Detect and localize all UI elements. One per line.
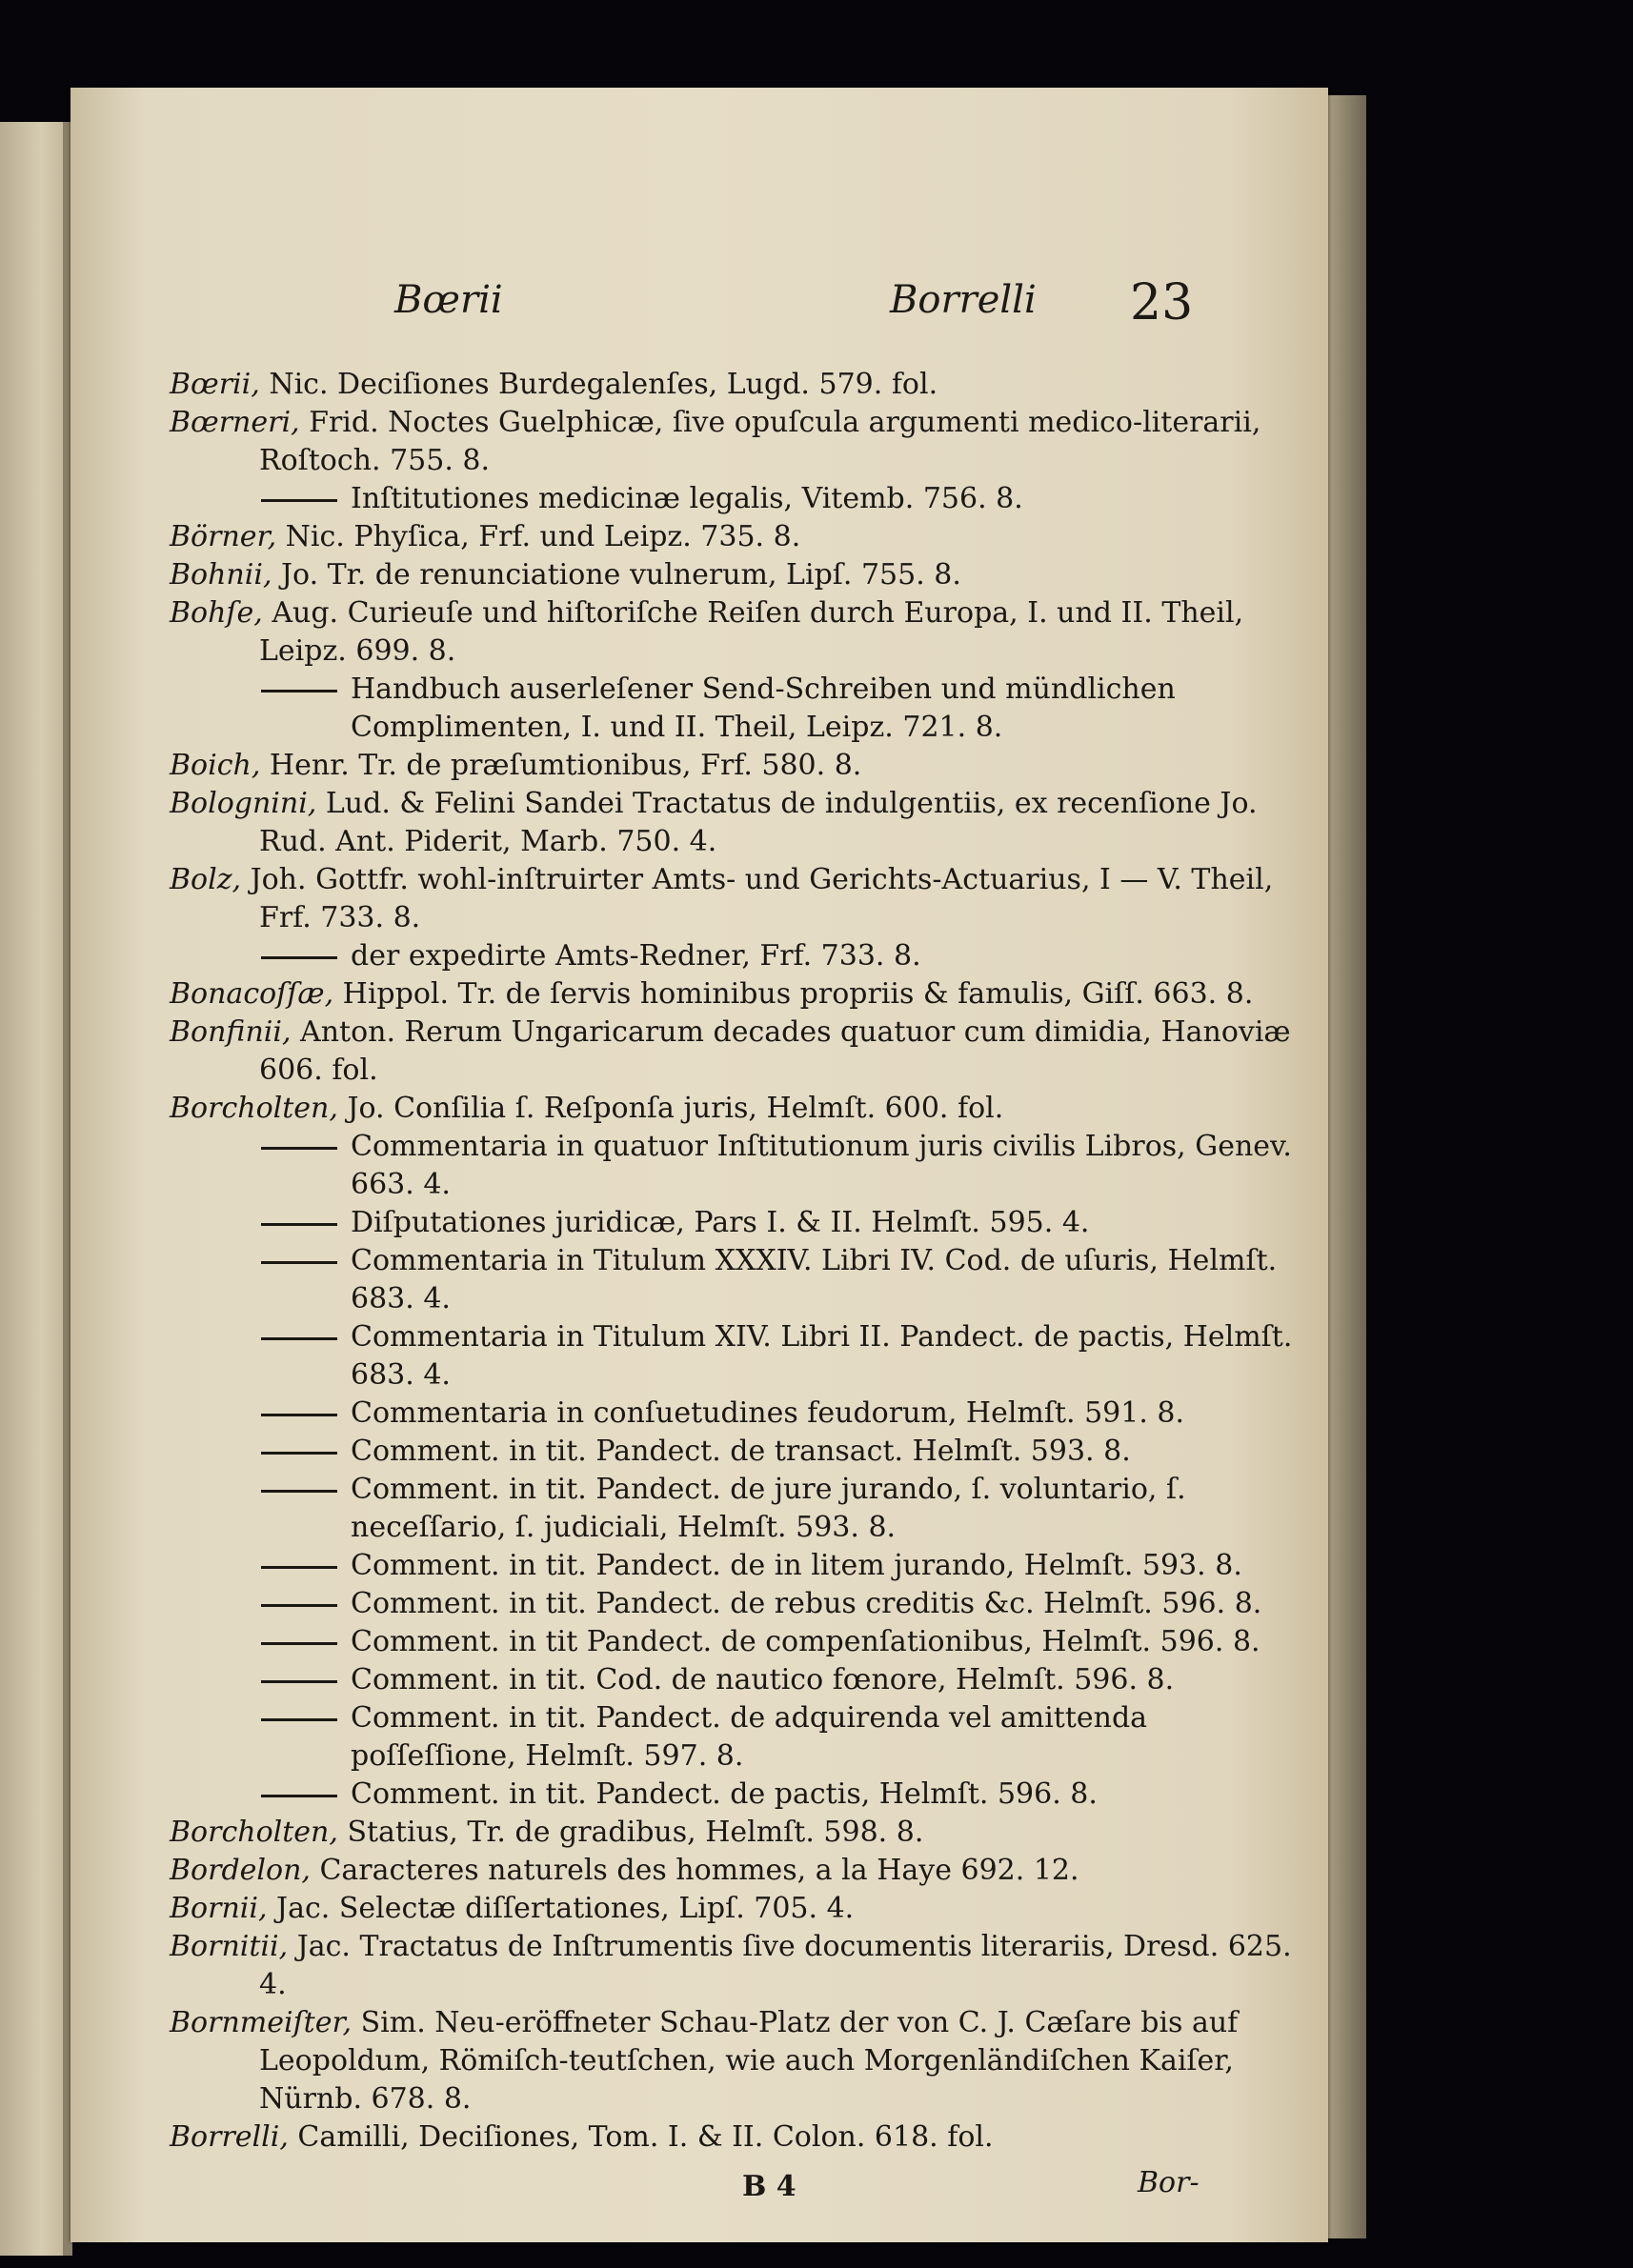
bibliography-entry — [170, 1814, 1303, 1852]
ditto-dash — [261, 1414, 337, 1416]
entry-text: Aug. Curieuſe und hiſtoriſche Reiſen durch Europa, I. und II. Theil, Leipz. 699. 8. — [259, 596, 1253, 668]
bibliography-entry — [170, 975, 1303, 1014]
ditto-dash — [261, 1337, 337, 1340]
header-left-word: Bœrii — [394, 278, 503, 322]
left-page-edge — [0, 122, 69, 2256]
ditto-dash — [261, 1261, 337, 1264]
ditto-dash — [261, 1604, 337, 1607]
bibliography-entry — [170, 594, 1303, 671]
bibliography-entry — [170, 1471, 1303, 1547]
entry-text: Comment. in tit. Cod. de nautico fœnore, Helmſt. 596. 8. — [351, 1663, 1175, 1696]
author-name: Borcholten, — [170, 1092, 338, 1125]
bibliography-entry — [170, 1433, 1303, 1471]
bibliography-entry — [170, 1014, 1303, 1090]
author-name: Bornmeiſter, — [170, 2006, 353, 2039]
entry-text: Nic. Phyſica, Frf. und Leipz. 735. 8. — [276, 520, 801, 553]
author-name: Bolz, — [170, 863, 242, 896]
entry-text: Lud. & Felini Sandei Tractatus de indulgentiis, ex recenſione Jo. Rud. Ant. Piderit, Marb. 750. 4. — [259, 787, 1267, 858]
ditto-dash — [261, 1223, 337, 1226]
entry-text: Jac. Tractatus de Inſtrumentis ſive documentis literariis, Dresd. 625. 4. — [259, 1930, 1301, 2001]
entry-text: Handbuch auserleſener Send-Schreiben und mündlichen Complimenten, I. und II. Theil, Leipz. 721. 8. — [351, 672, 1185, 744]
bibliography-entry — [170, 1852, 1303, 1890]
ditto-dash — [261, 1795, 337, 1797]
bibliography-entry — [170, 556, 1303, 594]
ditto-dash — [261, 1490, 337, 1493]
entry-text: Comment. in tit Pandect. de compenſationibus, Helmſt. 596. 8. — [351, 1625, 1260, 1658]
entry-text: Jac. Selectæ diſſertationes, Lipſ. 705. 4. — [267, 1892, 855, 1925]
page-number: 23 — [1130, 274, 1194, 331]
author-name: Borcholten, — [170, 1816, 338, 1849]
ditto-dash — [261, 499, 337, 502]
bibliography-entry — [170, 2004, 1303, 2118]
author-name: Bolognini, — [170, 787, 317, 820]
entry-text: Commentaria in quatuor Inſtitutionum juris civilis Libros, Genev. 663. 4. — [351, 1130, 1301, 1201]
ditto-dash — [261, 1680, 337, 1683]
ditto-dash — [261, 690, 337, 692]
bibliography-entry — [170, 366, 1303, 404]
bibliography-entry — [170, 861, 1303, 937]
entry-text: Caracteres naturels des hommes, a la Haye 692. 12. — [310, 1854, 1079, 1887]
bibliography-entry — [170, 1890, 1303, 1928]
running-header — [71, 274, 1328, 335]
author-name: Bohſe, — [170, 596, 263, 630]
entry-text: Henr. Tr. de præſumtionibus, Frf. 580. 8. — [260, 749, 862, 782]
bibliography-entry — [170, 1090, 1303, 1128]
ditto-dash — [261, 1642, 337, 1645]
signature-mark: B 4 — [742, 2170, 796, 2203]
entry-text: Commentaria in conſuetudines feudorum, Helmſt. 591. 8. — [351, 1396, 1185, 1430]
entry-text: Statius, Tr. de gradibus, Helmſt. 598. 8. — [337, 1816, 924, 1849]
bibliography-entry — [170, 1242, 1303, 1318]
entry-text: Jo. Conſilia ſ. Reſponſa juris, Helmſt. 600. fol. — [337, 1092, 1004, 1125]
bibliography-entry — [170, 1699, 1303, 1776]
author-name: Bordelon, — [170, 1854, 311, 1887]
entry-text: Diſputationes juridicæ, Pars I. & II. Helmſt. 595. 4. — [351, 1206, 1090, 1239]
bibliography-entry — [170, 404, 1303, 480]
entry-text: Comment. in tit. Pandect. de rebus creditis &c. Helmſt. 596. 8. — [351, 1587, 1262, 1620]
author-name: Bœrii, — [170, 368, 260, 401]
page-stack-edge — [1328, 95, 1366, 2238]
bibliography-entry — [170, 1661, 1303, 1699]
book-page — [71, 88, 1328, 2242]
bibliography-entries — [170, 366, 1303, 2157]
entry-text: Comment. in tit. Pandect. de transact. Helmſt. 593. 8. — [351, 1435, 1131, 1468]
entry-text: Frid. Noctes Guelphicæ, ſive opuſcula argumenti medico-literarii, Roſtoch. 755. 8. — [259, 406, 1270, 477]
entry-text: Sim. Neu-eröffneter Schau-Platz der von C. J. Cæſare bis auf Leopoldum, Römiſch-teutſchen, wie auch Morgenländiſchen Kaiſer, Nürnb. 678. 8. — [259, 2006, 1247, 2116]
author-name: Borrelli, — [170, 2120, 289, 2154]
entry-text: Joh. Gottfr. wohl-inſtruirter Amts- und Gerichts-Actuarius, I — V. Theil, Frf. 733. 8. — [241, 863, 1282, 934]
author-name: Bonfinii, — [170, 1015, 292, 1049]
bibliography-entry — [170, 1547, 1303, 1585]
catchword: Bor- — [1138, 2166, 1200, 2199]
entry-text: Inſtitutiones medicinæ legalis, Vitemb. 756. 8. — [351, 482, 1023, 515]
author-name: Bornii, — [170, 1892, 268, 1925]
entry-text: Commentaria in Titulum XIV. Libri II. Pandect. de pactis, Helmſt. 683. 4. — [351, 1320, 1301, 1392]
ditto-dash — [261, 956, 337, 959]
ditto-dash — [261, 1718, 337, 1721]
entry-text: Nic. Deciſiones Burdegalenſes, Lugd. 579. fol. — [259, 368, 938, 401]
bibliography-entry — [170, 1585, 1303, 1623]
bibliography-entry — [170, 1776, 1303, 1814]
bibliography-entry — [170, 671, 1303, 747]
bibliography-entry — [170, 785, 1303, 861]
entry-text: der expedirte Amts-Redner, Frf. 733. 8. — [351, 939, 921, 973]
bibliography-entry — [170, 1204, 1303, 1242]
entry-text: Camilli, Deciſiones, Tom. I. & II. Colon. 618. fol. — [288, 2120, 994, 2154]
header-right-word: Borrelli — [890, 278, 1037, 322]
ditto-dash — [261, 1452, 337, 1455]
author-name: Boich, — [170, 749, 261, 782]
page-footer — [71, 2166, 1328, 2218]
ditto-dash — [261, 1147, 337, 1150]
author-name: Bœrneri, — [170, 406, 300, 439]
bibliography-entry — [170, 1928, 1303, 2004]
bibliography-entry — [170, 480, 1303, 518]
entry-text: Comment. in tit. Pandect. de in litem jurando, Helmſt. 593. 8. — [351, 1549, 1242, 1582]
bibliography-entry — [170, 1395, 1303, 1433]
entry-text: Hippol. Tr. de ſervis hominibus propriis & famulis, Giſſ. 663. 8. — [333, 977, 1254, 1011]
entry-text: Comment. in tit. Pandect. de adquirenda vel amittenda poſſeſſione, Helmſt. 597. 8. — [351, 1701, 1157, 1773]
bibliography-entry — [170, 2118, 1303, 2157]
author-name: Bonacoſſæ, — [170, 977, 334, 1011]
entry-text: Comment. in tit. Pandect. de jure jurando, ſ. voluntario, ſ. neceſſario, ſ. judiciali, Helmſt. 593. 8. — [351, 1473, 1196, 1544]
author-name: Börner, — [170, 520, 277, 553]
entry-text: Anton. Rerum Ungaricarum decades quatuor cum dimidia, Hanoviæ 606. fol. — [259, 1015, 1300, 1087]
bibliography-entry — [170, 937, 1303, 975]
author-name: Bornitii, — [170, 1930, 289, 1963]
ditto-dash — [261, 1566, 337, 1569]
bibliography-entry — [170, 1128, 1303, 1204]
bibliography-entry — [170, 1318, 1303, 1395]
bibliography-entry — [170, 1623, 1303, 1661]
bibliography-entry — [170, 747, 1303, 785]
bibliography-entry — [170, 518, 1303, 556]
entry-text: Commentaria in Titulum XXXIV. Libri IV. Cod. de uſuris, Helmſt. 683. 4. — [351, 1244, 1286, 1315]
entry-text: Comment. in tit. Pandect. de pactis, Helmſt. 596. 8. — [351, 1777, 1098, 1811]
author-name: Bohnii, — [170, 558, 272, 592]
entry-text: Jo. Tr. de renunciatione vulnerum, Lipſ. 755. 8. — [272, 558, 961, 592]
